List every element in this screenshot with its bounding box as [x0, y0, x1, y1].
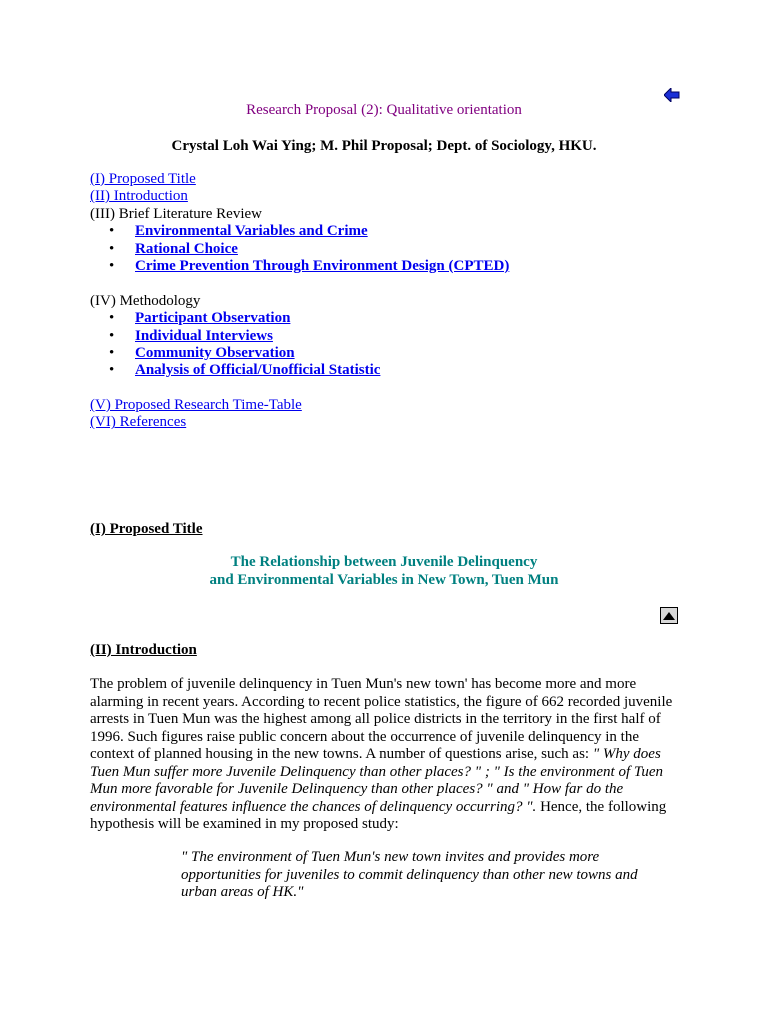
list-item [135, 258, 690, 275]
up-arrow-icon [661, 608, 677, 623]
list-item [135, 345, 690, 362]
literature-review-list [90, 223, 690, 275]
toc-label-methodology: (IV) Methodology [90, 292, 201, 309]
toc-link-individual-interviews[interactable]: Individual Interviews [135, 327, 273, 344]
proposed-title-line-1: The Relationship between Juvenile Delinquency [230, 554, 538, 570]
list-item [135, 362, 690, 379]
toc-link-environmental-variables[interactable]: Environmental Variables and Crime [135, 223, 368, 240]
page-title: Research Proposal (2): Qualitative orientation [246, 102, 522, 118]
list-item [135, 310, 690, 327]
hypothesis-quote: " The environment of Tuen Mun's new town invites and provides more opportunities for juveniles to commit delinquency than other new towns and urban areas of HK." [181, 849, 638, 900]
toc-link-participant-observation[interactable]: Participant Observation [135, 310, 291, 327]
toc-link-rational-choice[interactable]: Rational Choice [135, 240, 238, 257]
list-item [135, 241, 690, 258]
methodology-list [90, 310, 690, 380]
toc-link-time-table[interactable]: (V) Proposed Research Time-Table [90, 397, 302, 414]
introduction-paragraph [90, 676, 680, 834]
toc-link-community-observation[interactable]: Community Observation [135, 344, 295, 361]
proposed-title-line-2: and Environmental Variables in New Town, Tuen Mun [209, 571, 559, 588]
intro-text-end: Hence, the following hypothesis will be examined in my proposed study: [90, 798, 667, 832]
table-of-contents [90, 171, 690, 432]
toc-label-literature-review: (III) Brief Literature Review [90, 205, 262, 222]
section-heading-proposed-title: (I) Proposed Title [90, 521, 203, 537]
intro-text: The problem of juvenile delinquency in Tuen Mun's new town' has become more and more alarming in recent years. According to recent police statistics, the figure of 662 recorded juvenile arrests in Tuen Mun was the highest among all police districts in the territory in the first half of 1996. Such figures raise public concern about the occurrence of juvenile delinquency in the context of planned housing in the new towns. A number of questions arise, such as: [90, 676, 673, 762]
toc-link-proposed-title[interactable]: (I) Proposed Title [90, 171, 196, 187]
toc-link-statistics-analysis[interactable]: Analysis of Official/Unofficial Statistic [135, 362, 381, 379]
toc-link-references[interactable]: (VI) References [90, 414, 187, 431]
proposed-research-title [0, 554, 768, 589]
list-item [135, 223, 690, 240]
section-heading-introduction: (II) Introduction [90, 642, 197, 658]
intro-questions: " Why does Tuen Mun suffer more Juvenile Delinquency than other places? " ; " Is the environment of Tuen Mun more favorable for Juvenile Delinquency than other places? " and " How far do the environmental features influence the chances of delinquency occurring? ". [90, 746, 664, 815]
author-line: Crystal Loh Wai Ying; M. Phil Proposal; Dept. of Sociology, HKU. [171, 138, 597, 154]
back-to-top-button[interactable] [660, 607, 678, 624]
back-button[interactable] [664, 88, 680, 102]
back-arrow-icon [664, 88, 680, 102]
toc-link-introduction[interactable]: (II) Introduction [90, 188, 188, 205]
toc-link-cpted[interactable]: Crime Prevention Through Environment Design (CPTED) [135, 257, 510, 274]
list-item [135, 328, 690, 345]
